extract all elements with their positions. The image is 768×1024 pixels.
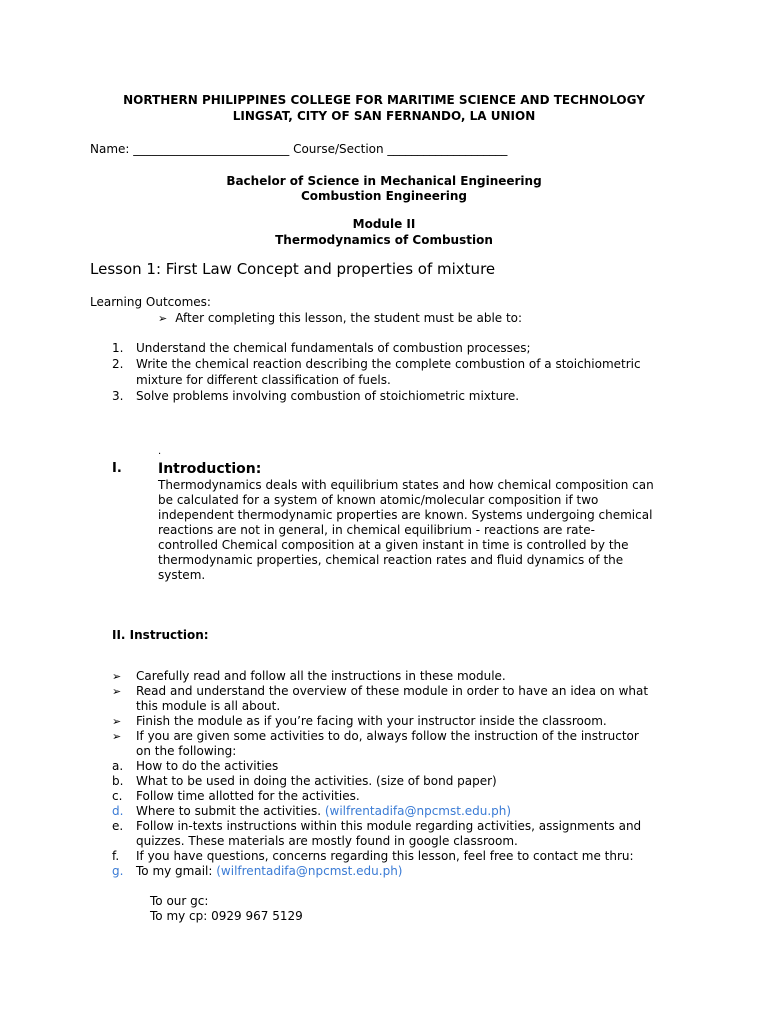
learning-outcomes-label: Learning Outcomes: [90,295,211,309]
outcome-number: 2. [112,357,124,371]
instruction-bullet-text: If you are given some activities to do, always follow the instruction of the instructor [136,729,639,743]
outcomes-intro [158,311,522,326]
lettered-item-text: To my gmail: [136,864,217,878]
introduction-line: controlled Chemical composition at a given instant in time is controlled by the [158,538,629,552]
instruction-bullet-text: this module is all about. [136,699,281,713]
lettered-item-text: If you have questions, concerns regarding this lesson, feel free to contact me thru: [136,849,634,863]
outcome-number: 1. [112,341,124,355]
list-letter: c. [112,789,123,803]
college-name: NORTHERN PHILIPPINES COLLEGE FOR MARITIME SCIENCE AND TECHNOLOGY [123,93,645,107]
name-blank[interactable]: __________________________ [133,142,290,156]
arrow-bullet-icon: ➢ [112,685,122,698]
section-numeral: I. [112,461,122,476]
lettered-item-text: Follow time allotted for the activities. [136,789,360,803]
list-letter: d. [112,804,124,818]
arrow-bullet-icon: ➢ [158,312,168,325]
gmail-link[interactable]: (wilfrentadifa@npcmst.edu.ph) [216,864,403,878]
introduction-line: system. [158,568,206,582]
instruction-heading: II. Instruction: [112,628,209,642]
instruction-bullet-text: Read and understand the overview of these module in order to have an idea on what [136,684,649,698]
program-title: Bachelor of Science in Mechanical Engineering [226,174,542,188]
phone-contact: To my cp: 0929 967 5129 [150,909,303,923]
lettered-item-text: Follow in-texts instructions within this module regarding activities, assignments and [136,819,642,833]
lesson-title: Lesson 1: First Law Concept and properties of mixture [90,260,496,278]
module-title: Thermodynamics of Combustion [275,233,493,247]
college-address: LINGSAT, CITY OF SAN FERNANDO, LA UNION [232,109,536,123]
name-course-line [90,142,507,157]
arrow-bullet-icon: ➢ [112,670,122,683]
introduction-line: independent thermodynamic properties are known. Systems undergoing chemical [158,508,653,522]
lettered-item-row [136,804,511,819]
lettered-item-text: How to do the activities [136,759,279,773]
list-letter: b. [112,774,124,788]
module-number: Module II [352,217,416,231]
email-link[interactable]: (wilfrentadifa@npcmst.edu.ph) [324,804,512,818]
lettered-item-text: quizzes. These materials are mostly found in google classroom. [136,834,518,848]
instruction-bullet-text: Finish the module as if you’re facing with your instructor inside the classroom. [136,714,607,728]
introduction-line: be calculated for a system of known atomic/molecular composition if two [158,493,599,507]
outcome-text: Write the chemical reaction describing the complete combustion of a stoichiometric [136,357,641,371]
course-section-label: Course/Section [289,142,388,156]
list-letter: e. [112,819,124,833]
lettered-item-text: Where to submit the activities. [136,804,325,818]
outcome-text: Solve problems involving combustion of stoichiometric mixture. [136,389,520,403]
lettered-item-row [136,864,403,879]
instruction-bullet-text: Carefully read and follow all the instructions in these module. [136,669,506,683]
group-chat-contact: To our gc: [150,894,209,908]
list-letter: a. [112,759,124,773]
lettered-item-text: What to be used in doing the activities. (size of bond paper) [136,774,497,788]
introduction-line: thermodynamic properties, chemical reaction rates and fluid dynamics of the [158,553,624,567]
arrow-bullet-icon: ➢ [112,730,122,743]
instruction-bullet-text: on the following: [136,744,237,758]
introduction-line: Thermodynamics deals with equilibrium states and how chemical composition can [158,478,654,492]
outcome-text: Understand the chemical fundamentals of combustion processes; [136,341,531,355]
subject-title: Combustion Engineering [300,189,468,203]
outcomes-intro-text: After completing this lesson, the student must be able to: [175,311,523,325]
outcome-text: mixture for different classification of fuels. [136,373,391,387]
introduction-heading: Introduction: [158,461,262,477]
list-letter: g. [112,864,124,878]
outcome-number: 3. [112,389,124,403]
name-label: Name: [90,142,134,156]
stray-dot: . [158,446,162,457]
course-section-blank[interactable]: ____________________ [387,142,508,156]
list-letter: f. [112,849,120,863]
introduction-line: reactions are not in general, in chemical equilibrium - reactions are rate- [158,523,595,537]
arrow-bullet-icon: ➢ [112,715,122,728]
